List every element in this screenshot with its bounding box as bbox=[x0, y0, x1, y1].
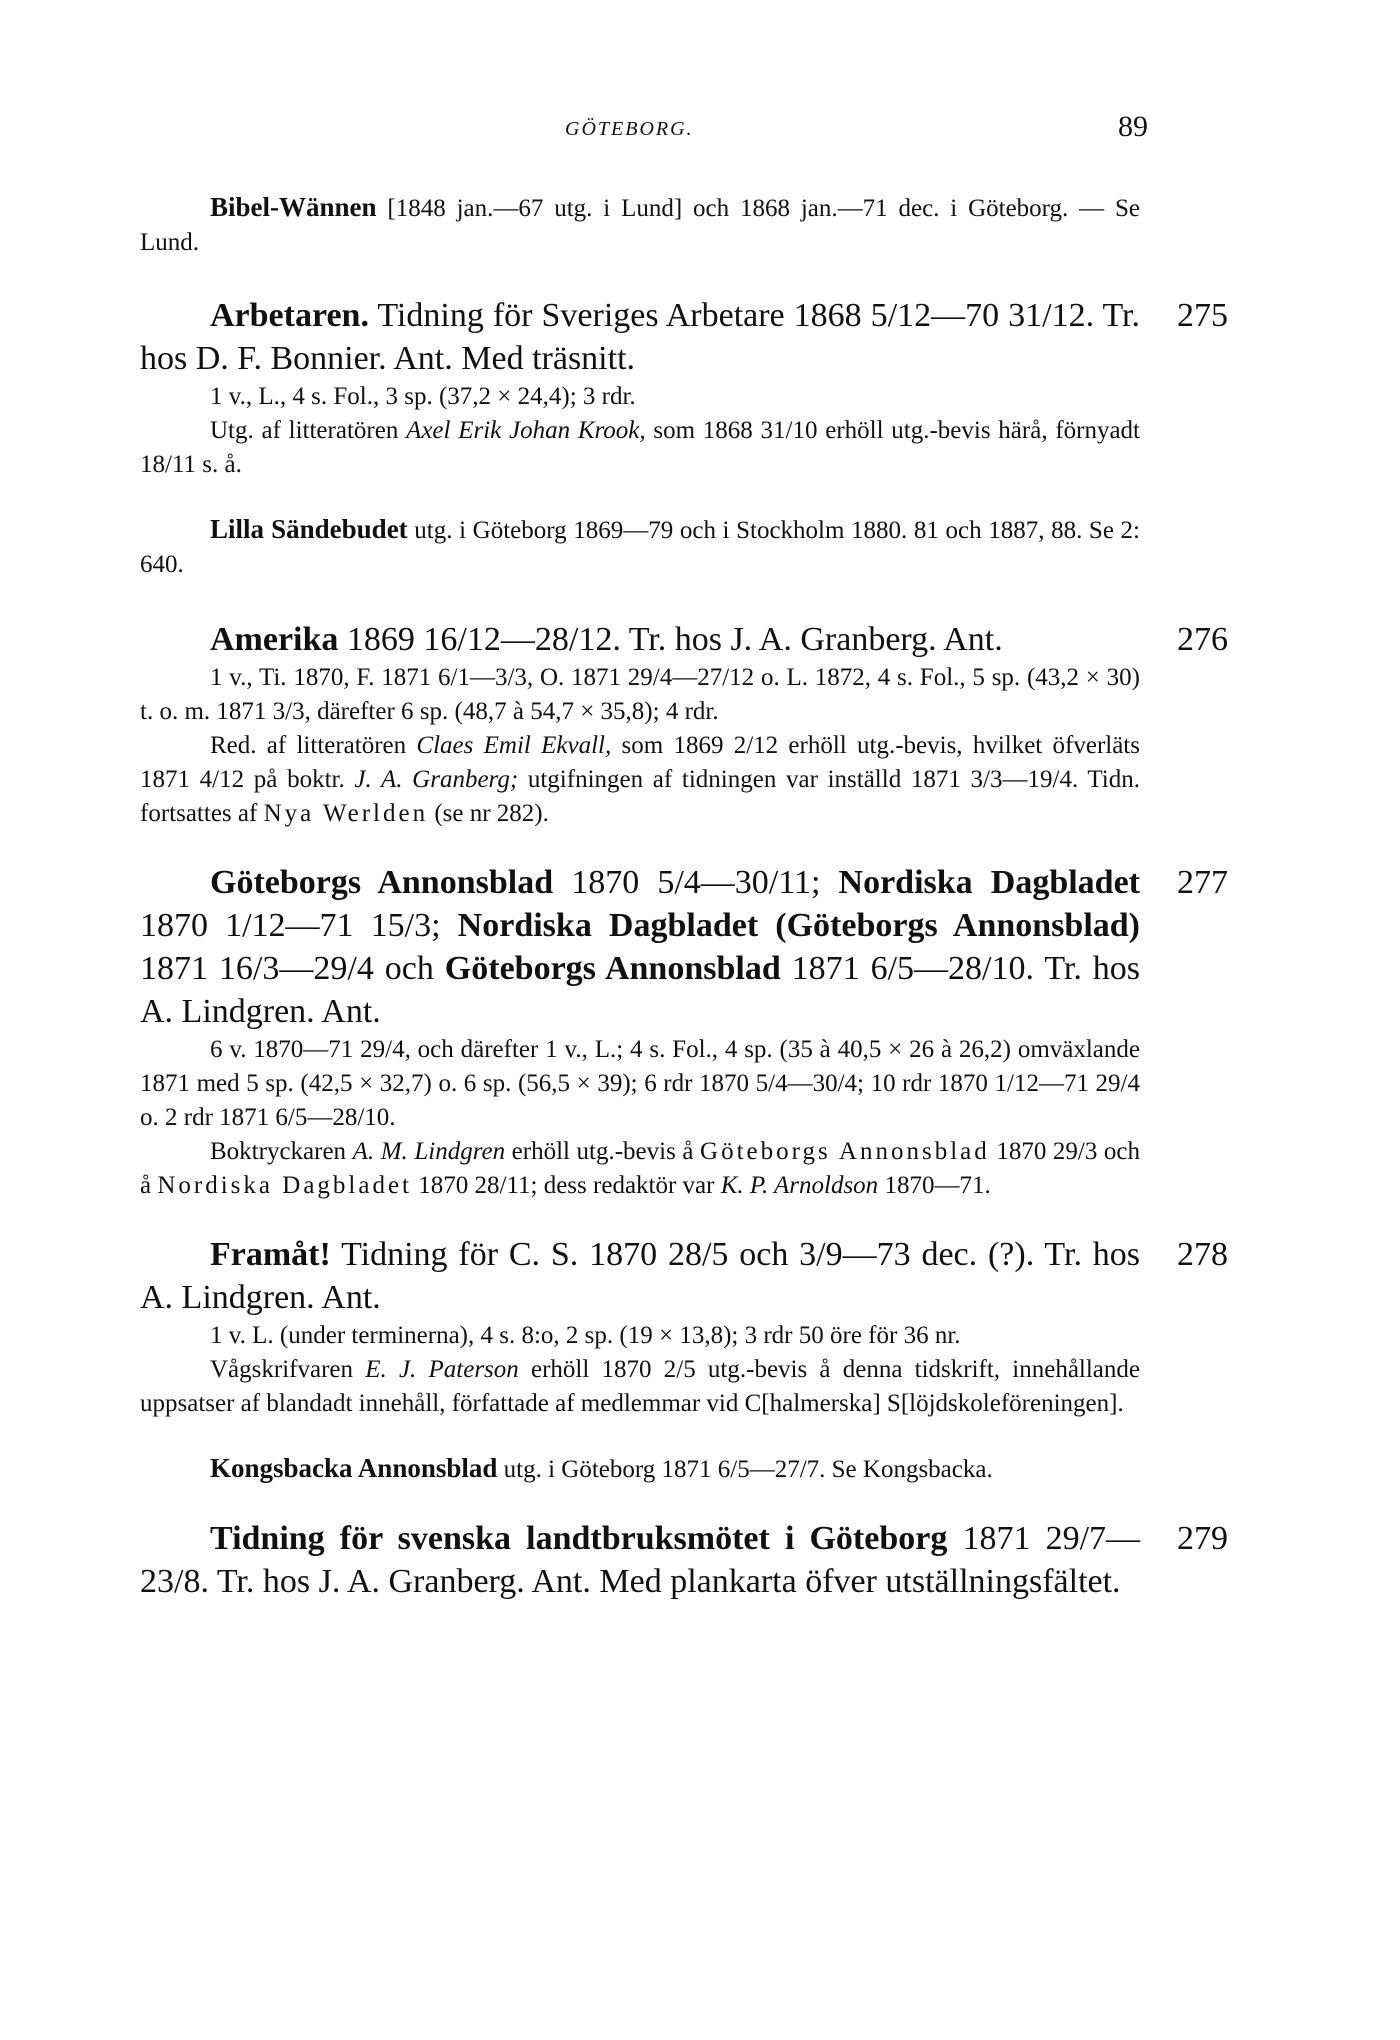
entry-head-text: 1871 6/5—28/10. Tr. hos A. Lindgren. Ant. bbox=[140, 950, 1141, 1030]
entry-landtbruksmotet bbox=[140, 1517, 1228, 1603]
entry-number: 276 bbox=[1177, 621, 1228, 658]
entry-number: 275 bbox=[1177, 297, 1228, 334]
entry-notes bbox=[140, 1135, 1140, 1203]
entry-heading bbox=[140, 861, 1140, 1033]
entry-heading bbox=[140, 294, 1140, 380]
entry-amerika bbox=[140, 618, 1228, 831]
entry-head-text: 1870 1/12—71 15/3; bbox=[140, 907, 458, 944]
person-name: J. A. Granberg; bbox=[354, 766, 519, 793]
entry-text: utg. i Göteborg 1871 6/5—27/7. Se Kongsbacka. bbox=[503, 1456, 993, 1483]
entry-number: 277 bbox=[1177, 864, 1228, 901]
person-name: E. J. Paterson bbox=[365, 1356, 519, 1383]
entry-head-text: 1871 16/3—29/4 och bbox=[140, 950, 445, 987]
entry-details: 1 v., Ti. 1870, F. 1871 6/1—3/3, O. 1871 29/4—27/12 o. L. 1872, 4 s. Fol., 5 sp. (43,2 × 30) t. o. m. 1871 3/3, därefter 6 sp. (48,7 à 54,7 × 35,8); 4 rdr. bbox=[140, 664, 1140, 725]
entry-head-text: 1871 29/7—23/8. Tr. hos J. A. Granberg. Ant. Med plankarta öfver utställningsfältet. bbox=[140, 1520, 1141, 1600]
entry-number: 278 bbox=[1177, 1236, 1228, 1273]
entry-title: Nordiska Dagbladet (Göteborgs Annonsblad) bbox=[457, 907, 1141, 944]
entry-title: Göteborgs Annonsblad bbox=[210, 864, 554, 901]
publication-name: Nya Werlden bbox=[263, 800, 429, 827]
entry-title: Göteborgs Annonsblad bbox=[444, 950, 781, 987]
entry-title: Kongsbacka Annonsblad bbox=[210, 1453, 498, 1483]
note-text: erhöll 1870 2/5 utg.-bevis å denna tidskrift, innehållande uppsatser af blandadt innehåll, författade af medlemmar vid C[halmerska] S[löjdskoleföreningen]. bbox=[140, 1356, 1140, 1417]
entry-title: Bibel-Wännen bbox=[210, 192, 377, 222]
entry-title: Arbetaren. bbox=[210, 297, 369, 334]
publication-name: Nordiska Dagbladet bbox=[157, 1172, 412, 1199]
entry-title: Nordiska Dagbladet bbox=[838, 864, 1140, 901]
note-text: Vågskrifvaren bbox=[210, 1356, 366, 1383]
entry-head-text: Tidning för C. S. 1870 28/5 och 3/9—73 dec. (?). Tr. hos A. Lindgren. Ant. bbox=[140, 1236, 1141, 1316]
entry-bibel-wannen bbox=[140, 190, 1140, 260]
note-text: 1870 28/11; dess redaktör var bbox=[412, 1172, 721, 1199]
page-number: 89 bbox=[1118, 110, 1148, 143]
person-name: A. M. Lindgren bbox=[352, 1138, 506, 1165]
running-head bbox=[0, 110, 1400, 150]
note-text: erhöll utg.-bevis å bbox=[505, 1138, 701, 1165]
entry-kongsbacka-text bbox=[140, 1451, 1140, 1487]
entry-details: 1 v., L., 4 s. Fol., 3 sp. (37,2 × 24,4); 3 rdr. bbox=[210, 383, 636, 410]
entry-notes bbox=[140, 414, 1140, 482]
note-text: som 1869 2/12 erhöll utg.-bevis, hvilket öfverläts 1871 4/12 på boktr. bbox=[140, 732, 1140, 793]
entry-text: [1848 jan.—67 utg. i Lund] och 1868 jan.—71 dec. i Göteborg. — Se Lund. bbox=[140, 195, 1140, 256]
entry-goteborgs-annonsblad bbox=[140, 861, 1228, 1203]
note-text: Boktryckaren bbox=[210, 1138, 353, 1165]
person-name: K. P. Arnoldson bbox=[720, 1172, 879, 1199]
entry-title: Tidning för svenska landtbruksmötet i Göteborg bbox=[210, 1520, 948, 1557]
person-name: Axel Erik Johan Krook, bbox=[406, 417, 646, 444]
running-head-title: GÖTEBORG. bbox=[565, 118, 694, 140]
entry-heading bbox=[140, 618, 1140, 661]
entry-head-text: 1870 5/4—30/11; bbox=[553, 864, 839, 901]
entry-notes bbox=[140, 1353, 1140, 1421]
entry-title: Lilla Sändebudet bbox=[210, 514, 408, 544]
person-name: Claes Emil Ekvall, bbox=[416, 732, 612, 759]
entry-title: Amerika bbox=[210, 621, 339, 658]
entry-bibel-wannen-text bbox=[140, 190, 1140, 260]
entry-head-text: Tidning för Sveriges Arbetare 1868 5/12—70 31/12. Tr. hos D. F. Bonnier. Ant. Med träsnitt. bbox=[140, 297, 1140, 377]
entry-details: 6 v. 1870—71 29/4, och därefter 1 v., L.; 4 s. Fol., 4 sp. (35 à 40,5 × 26 à 26,2) omväxlande 1871 med 5 sp. (42,5 × 32,7) o. 6 sp. (56,5 × 39); 6 rdr 1870 5/4—30/4; 10 rdr 1870 1/12—71 29/4 o. 2 rdr 1871 6/5—28/10. bbox=[140, 1036, 1140, 1131]
entry-kongsbacka bbox=[140, 1451, 1140, 1487]
entry-details: 1 v. L. (under terminerna), 4 s. 8:o, 2 sp. (19 × 13,8); 3 rdr 50 öre för 36 nr. bbox=[210, 1322, 961, 1349]
entry-title: Framåt! bbox=[210, 1236, 331, 1273]
note-text: 1870 29/3 och å bbox=[140, 1138, 1140, 1199]
note-text: (se nr 282). bbox=[428, 800, 549, 827]
publication-name: Göteborgs Annonsblad bbox=[700, 1138, 990, 1165]
entry-notes bbox=[140, 729, 1140, 831]
note-text: 1870—71. bbox=[878, 1172, 991, 1199]
entry-framat bbox=[140, 1233, 1228, 1421]
entry-heading bbox=[140, 1517, 1140, 1603]
page-body bbox=[140, 190, 1228, 1633]
entry-number: 279 bbox=[1177, 1520, 1228, 1557]
note-text: utgifningen af tidningen var inställd 1871 3/3—19/4. Tidn. fortsattes af bbox=[140, 766, 1141, 827]
note-text: som 1868 31/10 erhöll utg.-bevis härå, förnyadt 18/11 s. å. bbox=[140, 417, 1141, 478]
entry-arbetaren bbox=[140, 294, 1228, 482]
entry-heading bbox=[140, 1233, 1140, 1319]
note-text: Red. af litteratören bbox=[210, 732, 417, 759]
entry-lilla-sandebudet bbox=[140, 512, 1140, 582]
entry-lilla-text bbox=[140, 512, 1140, 582]
entry-text: utg. i Göteborg 1869—79 och i Stockholm 1880. 81 och 1887, 88. Se 2: 640. bbox=[140, 517, 1140, 578]
note-text: Utg. af litteratören bbox=[210, 417, 407, 444]
entry-head-text: 1869 16/12—28/12. Tr. hos J. A. Granberg. Ant. bbox=[346, 621, 1003, 658]
